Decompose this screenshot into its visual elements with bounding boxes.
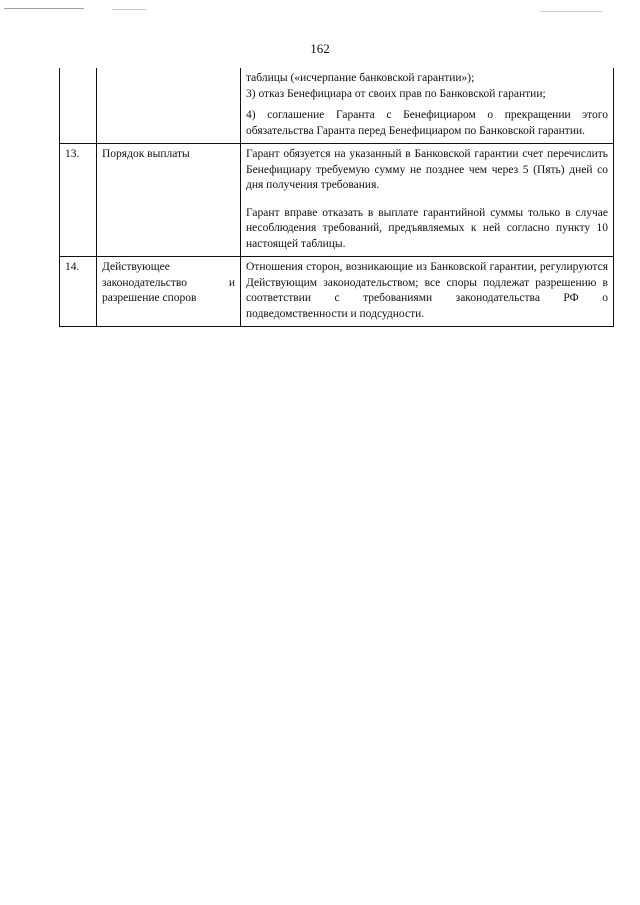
guarantee-terms-table — [59, 68, 614, 327]
content-paragraph: 3) отказ Бенефициара от своих прав по Банковской гарантии; — [246, 87, 546, 100]
content-paragraph: Гарант обязуется на указанный в Банковской гарантии счет перечислить Бенефициару требуемую сумму не позднее чем через 5 (Пять) дней со дня получения требования. — [246, 148, 608, 191]
row-number-cell: 13. — [60, 144, 97, 257]
content-paragraph: таблицы («исчерпание банковской гарантии»); — [246, 72, 475, 84]
row-content-cell — [241, 68, 614, 144]
page-number: 162 — [310, 41, 330, 56]
content-paragraph: Гарант вправе отказать в выплате гарантийной суммы только в случае несоблюдения требований, предъявляемых к ней согласно пункту 10 настоящей таблицы. — [246, 206, 608, 250]
scan-artifact-line — [112, 9, 146, 10]
title-line: Действующее — [102, 261, 170, 273]
title-line: законодательство и — [102, 276, 235, 289]
row-content-cell — [241, 144, 614, 257]
row-title-cell: Порядок выплаты — [97, 144, 241, 257]
table-row — [60, 68, 614, 144]
row-title-cell — [97, 68, 241, 144]
row-content-cell — [241, 257, 614, 327]
title-line: разрешение споров — [102, 292, 197, 304]
row-title-cell — [97, 257, 241, 327]
content-paragraph: Отношения сторон, возникающие из Банковской гарантии, регулируются Действующим законодательством; все споры подлежат разрешению в соответствии с требованиями законодательства РФ о подведомственности и подсудности. — [246, 261, 608, 320]
scan-artifact-line — [4, 8, 84, 9]
table-row — [60, 144, 614, 257]
content-paragraph: 4) соглашение Гаранта с Бенефициаром о прекращении этого обязательства Гаранта перед Бенефициаром по Банковской гарантии. — [246, 109, 608, 137]
row-number-cell: 14. — [60, 257, 97, 327]
row-number-cell — [60, 68, 97, 144]
table-row — [60, 257, 614, 327]
scan-artifact-line — [540, 11, 602, 12]
